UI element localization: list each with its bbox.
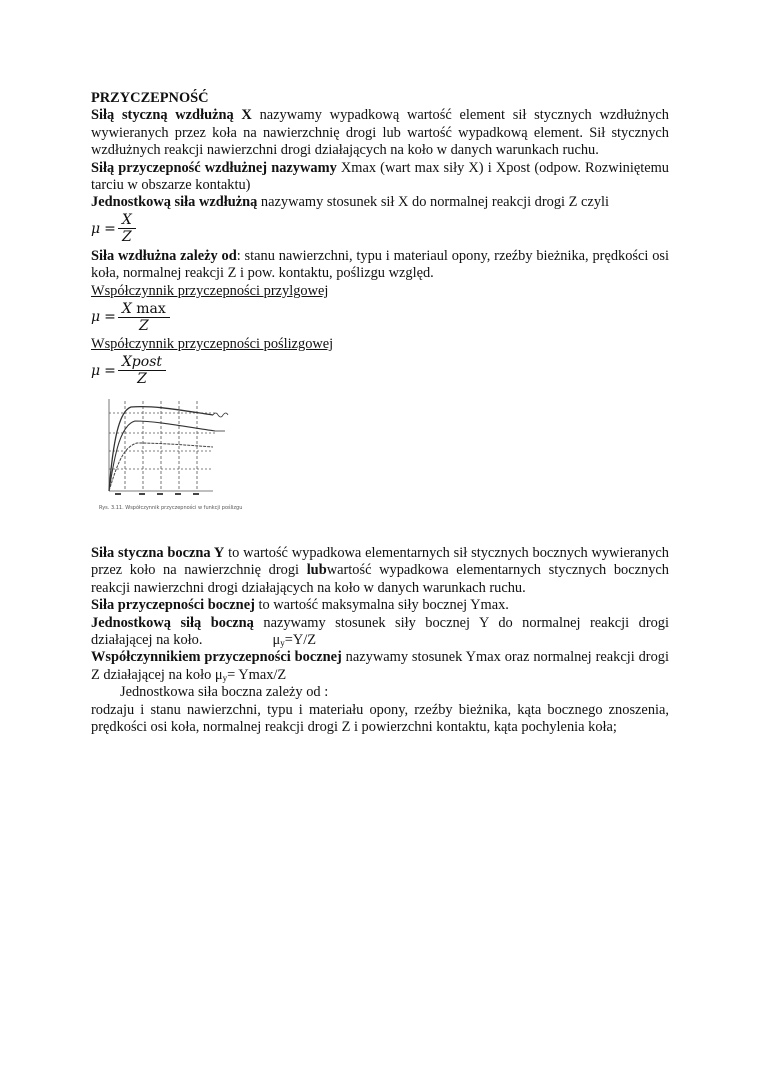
mu-symbol: μ <box>272 631 281 648</box>
fraction <box>120 355 164 388</box>
numerator-variable: X <box>121 300 132 317</box>
term-bold: Współczynnikiem przyczepności bocznej <box>91 649 342 666</box>
mu-subscript: y <box>222 672 228 683</box>
friction-slip-figure <box>95 391 245 513</box>
figure-caption: Rys. 3.11. Współczynnik przyczepności w funkcji poślizgu <box>99 505 243 512</box>
term-bold: Jednostkową siłą boczną <box>91 614 254 631</box>
denominator: Z <box>118 228 136 246</box>
spacer <box>91 519 669 545</box>
paragraph-wspolczynnik-bocznej <box>91 649 669 684</box>
term-bold: Siłą przyczepność wzdłużnej nazywamy <box>91 159 337 176</box>
paragraph-text: nazywamy stosunek siły bocznej Y do normalnej reakcji drogi działającej na koło. <box>91 614 670 648</box>
mu-symbol: μ <box>91 221 101 238</box>
paragraph-jednostkowa-sila-wzdluzna <box>91 194 669 211</box>
paragraph-text: to wartość maksymalna siły bocznej Ymax. <box>254 597 509 614</box>
mu-symbol: μ <box>214 666 223 683</box>
figure-wave <box>213 413 228 417</box>
paragraph-lista-czynnikow: rodzaju i stanu nawierzchni, typu i materiału opony, rzeźby bieżnika, kąta bocznego znoszenia, prędkości osi koła, normalnej reakcji drogi Z i powierzchni kontaktu, kąta pochylenia koła; <box>91 701 669 735</box>
paragraph-text: Xmax (wart max siły X) i Xpost (odpow. Rozwiniętemu tarciu w obszarze kontaktu) <box>91 159 669 194</box>
term-bold: Jednostkową siła wzdłużną <box>91 194 258 211</box>
numerator <box>120 302 168 317</box>
fraction <box>120 302 168 335</box>
numerator: Xpost <box>121 353 163 370</box>
equals-sign: = <box>104 309 116 326</box>
figure-tick-label-mark <box>175 493 181 495</box>
fraction <box>120 213 134 246</box>
figure-tick-label-mark <box>157 493 163 495</box>
paragraph-text: nazywamy wypadkową wartość element sił stycznych wzdłużnych wywieranych przez koła na nawierzchnię drogi lub wartość wypadkową element. Sił stycznych wzdłużnych reakcji nawierzchni drogi działających na koło w danych warunkach ruchu. <box>91 107 669 159</box>
denominator: Z <box>118 370 166 388</box>
figure-tick-label-mark <box>193 493 199 495</box>
paragraph-text: nazywamy stosunek sił X do normalnej reakcji drogi Z czyli <box>257 194 610 211</box>
term-bold: Siłą styczną wzdłużną X <box>91 107 252 124</box>
paragraph-text: nazywamy stosunek Ymax oraz normalnej reakcji drogi Z działającej na koło <box>91 649 669 683</box>
term-bold: Siła wzdłużna zależy od <box>91 247 237 264</box>
formula-mu-x-z <box>91 212 669 248</box>
heading-wspolczynnik-poslizgowej: Współczynnik przyczepności poślizgowej <box>91 336 334 353</box>
paragraph-zalezy-od: Jednostkowa siła boczna zależy od : <box>120 684 329 701</box>
mu-symbol: μ <box>91 362 101 379</box>
paragraph-text: : stanu nawierzchni, typu i materiaul opony, rzeźby bieżnika, prędkości osi koła, normalnej reakcji Z i pow. kontaktu, poślizgu względ. <box>91 247 669 282</box>
denominator: Z <box>118 317 170 335</box>
document-title: PRZYCZEPNOŚĆ <box>91 90 209 106</box>
formula-text: = Ymax/Z <box>227 666 287 683</box>
paragraph-sila-wzdluzna-zalezy <box>91 248 669 283</box>
document-body <box>91 90 669 736</box>
formula-mu-xmax-z <box>91 300 669 336</box>
paragraph-sila-styczna-wzdluzna <box>91 107 669 159</box>
equals-sign: = <box>104 362 116 379</box>
equals-sign: = <box>104 221 116 238</box>
mu-subscript: y <box>280 637 285 648</box>
paragraph-sila-przyczepnosci-bocznej <box>91 597 669 614</box>
term-bold: Siła styczna boczna Y <box>91 544 225 561</box>
numerator-max: max <box>131 300 166 317</box>
paragraph-sila-styczna-boczna <box>91 545 669 597</box>
term-bold-lub: lub <box>306 562 327 579</box>
formula-mu-xpost-z <box>91 353 669 389</box>
term-bold: Siła przyczepności bocznej <box>91 597 255 614</box>
heading-wspolczynnik-przylgowej: Współczynnik przyczepności przylgowej <box>91 282 329 299</box>
mu-symbol: μ <box>91 309 101 326</box>
figure-tick-label-mark <box>139 493 145 495</box>
formula-text: =Y/Z <box>284 631 316 648</box>
paragraph-text: wartość wypadkowa elementarnych stycznych bocznych reakcji nawierzchni drogi działających na koło w danych warunkach ruchu. <box>91 562 669 596</box>
paragraph-sila-przyczepnosci-wzdluznej <box>91 160 669 195</box>
paragraph-text: to wartość wypadkowa elementarnych sił stycznych bocznych wywieranych przez koło na nawierzchnię drogi <box>91 544 669 579</box>
paragraph-jednostkowa-sila-boczna <box>91 615 669 650</box>
figure-tick-label-mark <box>115 493 121 495</box>
numerator: X <box>121 212 132 229</box>
